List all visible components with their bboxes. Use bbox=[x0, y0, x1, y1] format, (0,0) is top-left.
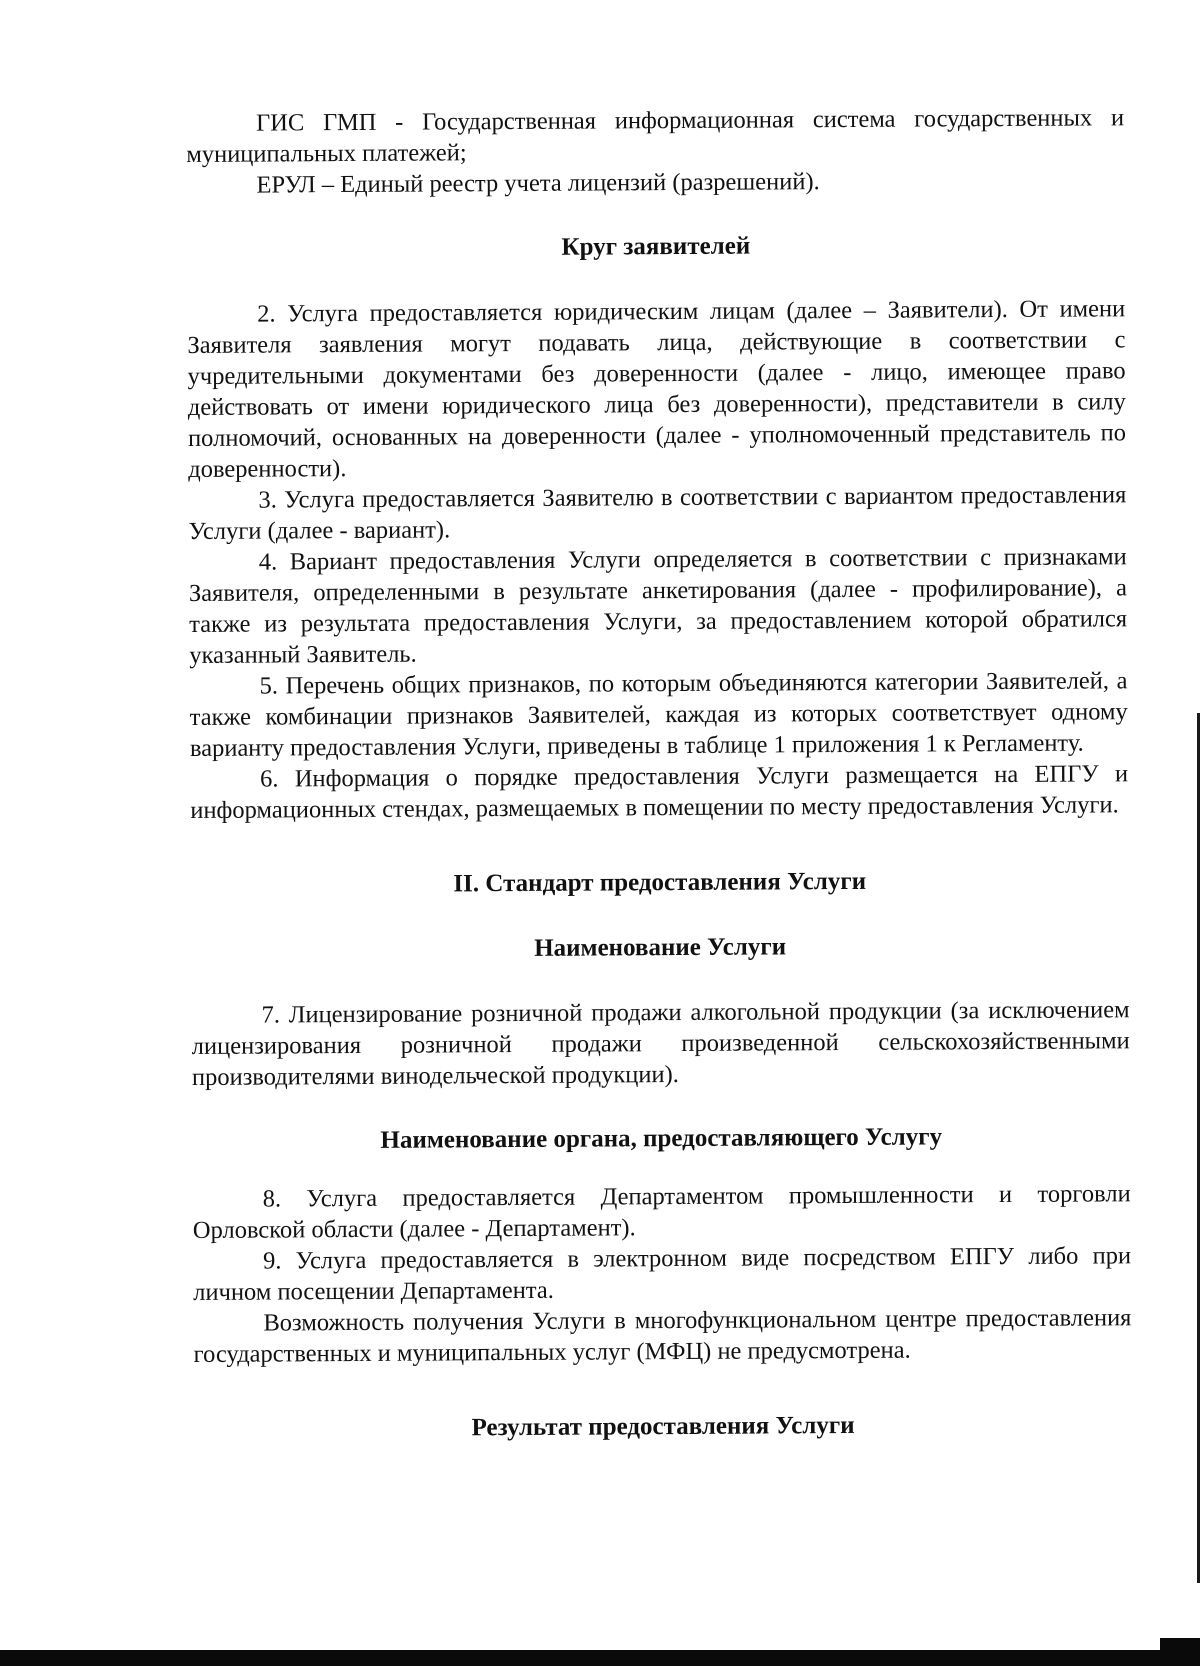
paragraph-item-9: 9. Услуга предоставляется в электронном виде посредством ЕПГУ либо при личном посещении Департамента. bbox=[193, 1242, 1132, 1306]
paragraph-item-8: 8. Услуга предоставляется Департаментом промышленности и торговли Орловской области (далее - Департамент). bbox=[192, 1180, 1131, 1244]
heading-authority: Наименование органа, предоставляющего Услугу bbox=[380, 1123, 943, 1154]
heading-service-name: Наименование Услуги bbox=[534, 933, 787, 962]
heading-standard: II. Стандарт предоставления Услуги bbox=[453, 867, 867, 898]
paragraph-erul: ЕРУЛ – Единый реестр учета лицензий (разрешений). bbox=[256, 168, 820, 199]
paragraph-item-6: 6. Информация о порядке предоставления Услуги размещается на ЕПГУ и информационных стендах, размещаемых в помещении по месту предоставления Услуги. bbox=[190, 760, 1129, 824]
paragraph-item-5: 5. Перечень общих признаков, по которым объединяются категории Заявителей, а также комбинации признаков Заявителей, каждая из которых соответствует одному варианту предоставления Услуги, приведены в таблице 1 приложения 1 к Регламенту. bbox=[189, 667, 1128, 762]
paragraph-item-3: 3. Услуга предоставляется Заявителю в соответствии с вариантом предоставления Услуги (далее - вариант). bbox=[188, 481, 1127, 545]
heading-applicants: Круг заявителей bbox=[561, 232, 751, 261]
document-body bbox=[186, 102, 1132, 1446]
paragraph-item-7: 7. Лицензирование розничной продажи алкогольной продукции (за исключением лицензирования розничной продажи произведенной сельскохозяйственными производителями винодельческой продукции). bbox=[191, 996, 1130, 1091]
scan-edge-bottom bbox=[0, 1650, 1200, 1666]
scan-edge-corner bbox=[1160, 1638, 1200, 1666]
paragraph-item-2: 2. Услуга предоставляется юридическим лицам (далее – Заявители). От имени Заявителя заявления могут подавать лица, действующие в соответствии с учредительными документами без доверенности (далее - лицо, имеющее право действовать от имени юридического лица без доверенности), представители в силу полномочий, основанных на доверенности (далее - уполномоченный представитель по доверенности). bbox=[187, 295, 1127, 483]
paragraph-mfc: Возможность получения Услуги в многофункциональном центре предоставления государственных и муниципальных услуг (МФЦ) не предусмотрена. bbox=[193, 1304, 1132, 1368]
paragraph-item-4: 4. Вариант предоставления Услуги определяется в соответствии с признаками Заявителя, определенными в результате анкетирования (далее - профилирование), а также из результата предоставления Услуги, за предоставлением которой обратился указанный Заявитель. bbox=[188, 543, 1128, 669]
paragraph-gis-gmp: ГИС ГМП - Государственная информационная система государственных и муниципальных платежей; bbox=[186, 104, 1125, 168]
heading-result: Результат предоставления Услуги bbox=[471, 1411, 855, 1442]
